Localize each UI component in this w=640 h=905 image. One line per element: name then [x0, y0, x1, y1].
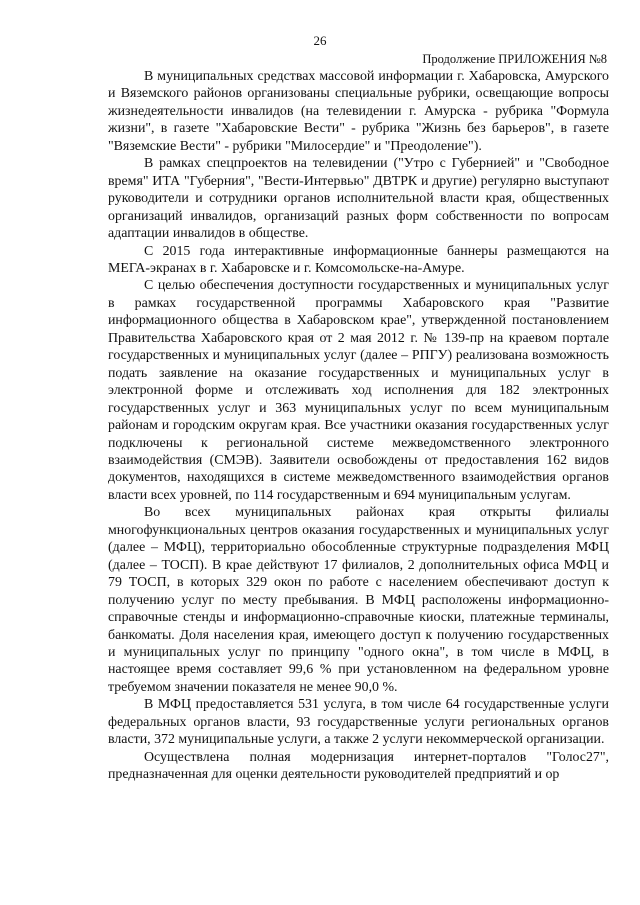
paragraph-mass-media-rubrics: В муниципальных средствах массовой информации г. Хабаровска, Амурского и Вяземского районов организованы специальные рубрики, освещающие вопросы жизнедеятельности инвалидов (на телевидении г. Амурска - рубрика "Формула жизни", в газете "Хабаровские Вести" - рубрика "Жизнь без барьеров", в газете "Вяземские Вести" - рубрики "Милосердие" и "Преодоление").	[108, 69, 609, 154]
paragraph-portal-modernization: Осуществлена полная модернизация интернет-порталов "Голос27", предназначенная для оценки деятельности руководителей предприятий и ор	[108, 749, 609, 783]
body-text	[108, 68, 609, 784]
paragraph-tv-special-projects: В рамках спецпроектов на телевидении ("Утро с Губернией" и "Свободное время" ИТА "Губерния", "Вести-Интервью" ДВТРК и другие) регулярно выступают руководители и сотрудники органов исполнительной власти края, общественных организаций инвалидов, организаций разных форм собственности по вопросам адаптации инвалидов в обществе.	[108, 156, 609, 242]
paragraph-interactive-banners: С 2015 года интерактивные информационные баннеры размещаются на МЕГА-экранах в г. Хабаровске и г. Комсомольске-на-Амуре.	[108, 243, 609, 276]
paragraph-state-services-portal: С целью обеспечения доступности государственных и муниципальных услуг в рамках государственной программы Хабаровского края "Развитие информационного общества в Хабаровском крае", утвержденной постановлением Правительства Хабаровского края от 2 мая 2012 г. № 139-пр на краевом портале государственных и муниципальных услуг (далее – РПГУ) реализована возможность подать заявление на оказание государственных и муниципальных услуг в электронной форме и отслеживать ход исполнения для 182 электронных государственных услуг и 363 муниципальных услуг по всем муниципальным районам и городским округам края. Все участники оказания государственных услуг подключены к региональной системе межведомственного электронного взаимодействия (СМЭВ). Заявители освобождены от предоставления 162 видов документов, находящихся в системе межведомственного взаимодействия органов власти всех уровней, по 114 государственным и 694 муниципальным услугам.	[108, 278, 609, 503]
paragraph-mfc-services: В МФЦ предоставляется 531 услуга, в том числе 64 государственные услуги федеральных органов власти, 93 государственные услуги региональных органов власти, 372 муниципальные услуги, а также 2 услуги некоммерческой организации.	[108, 697, 609, 748]
page-number: 26	[313, 33, 327, 48]
paragraph-mfc-branches: Во всех муниципальных районах края открыты филиалы многофункциональных центров оказания государственных и муниципальных услуг (далее – МФЦ), территориально обособленные структурные подразделения МФЦ (далее – ТОСП). В крае действуют 17 филиалов, 2 дополнительных офиса МФЦ и 79 ТОСП, в которых 329 окон по работе с населением обеспечивают доступ к получению услуг по месту пребывания. В МФЦ расположены информационно-справочные стенды и информационно-справочные киоски, платежные терминалы, банкоматы. Доля населения края, имеющего доступ к получению государственных и муниципальных услуг по принципу "одного окна", в том числе в МФЦ, в настоящее время составляет 99,6 % при установленном на федеральном уровне требуемом значении показателя не менее 90,0 %.	[108, 505, 609, 695]
appendix-continuation-note: Продолжение ПРИЛОЖЕНИЯ №8	[422, 52, 607, 66]
